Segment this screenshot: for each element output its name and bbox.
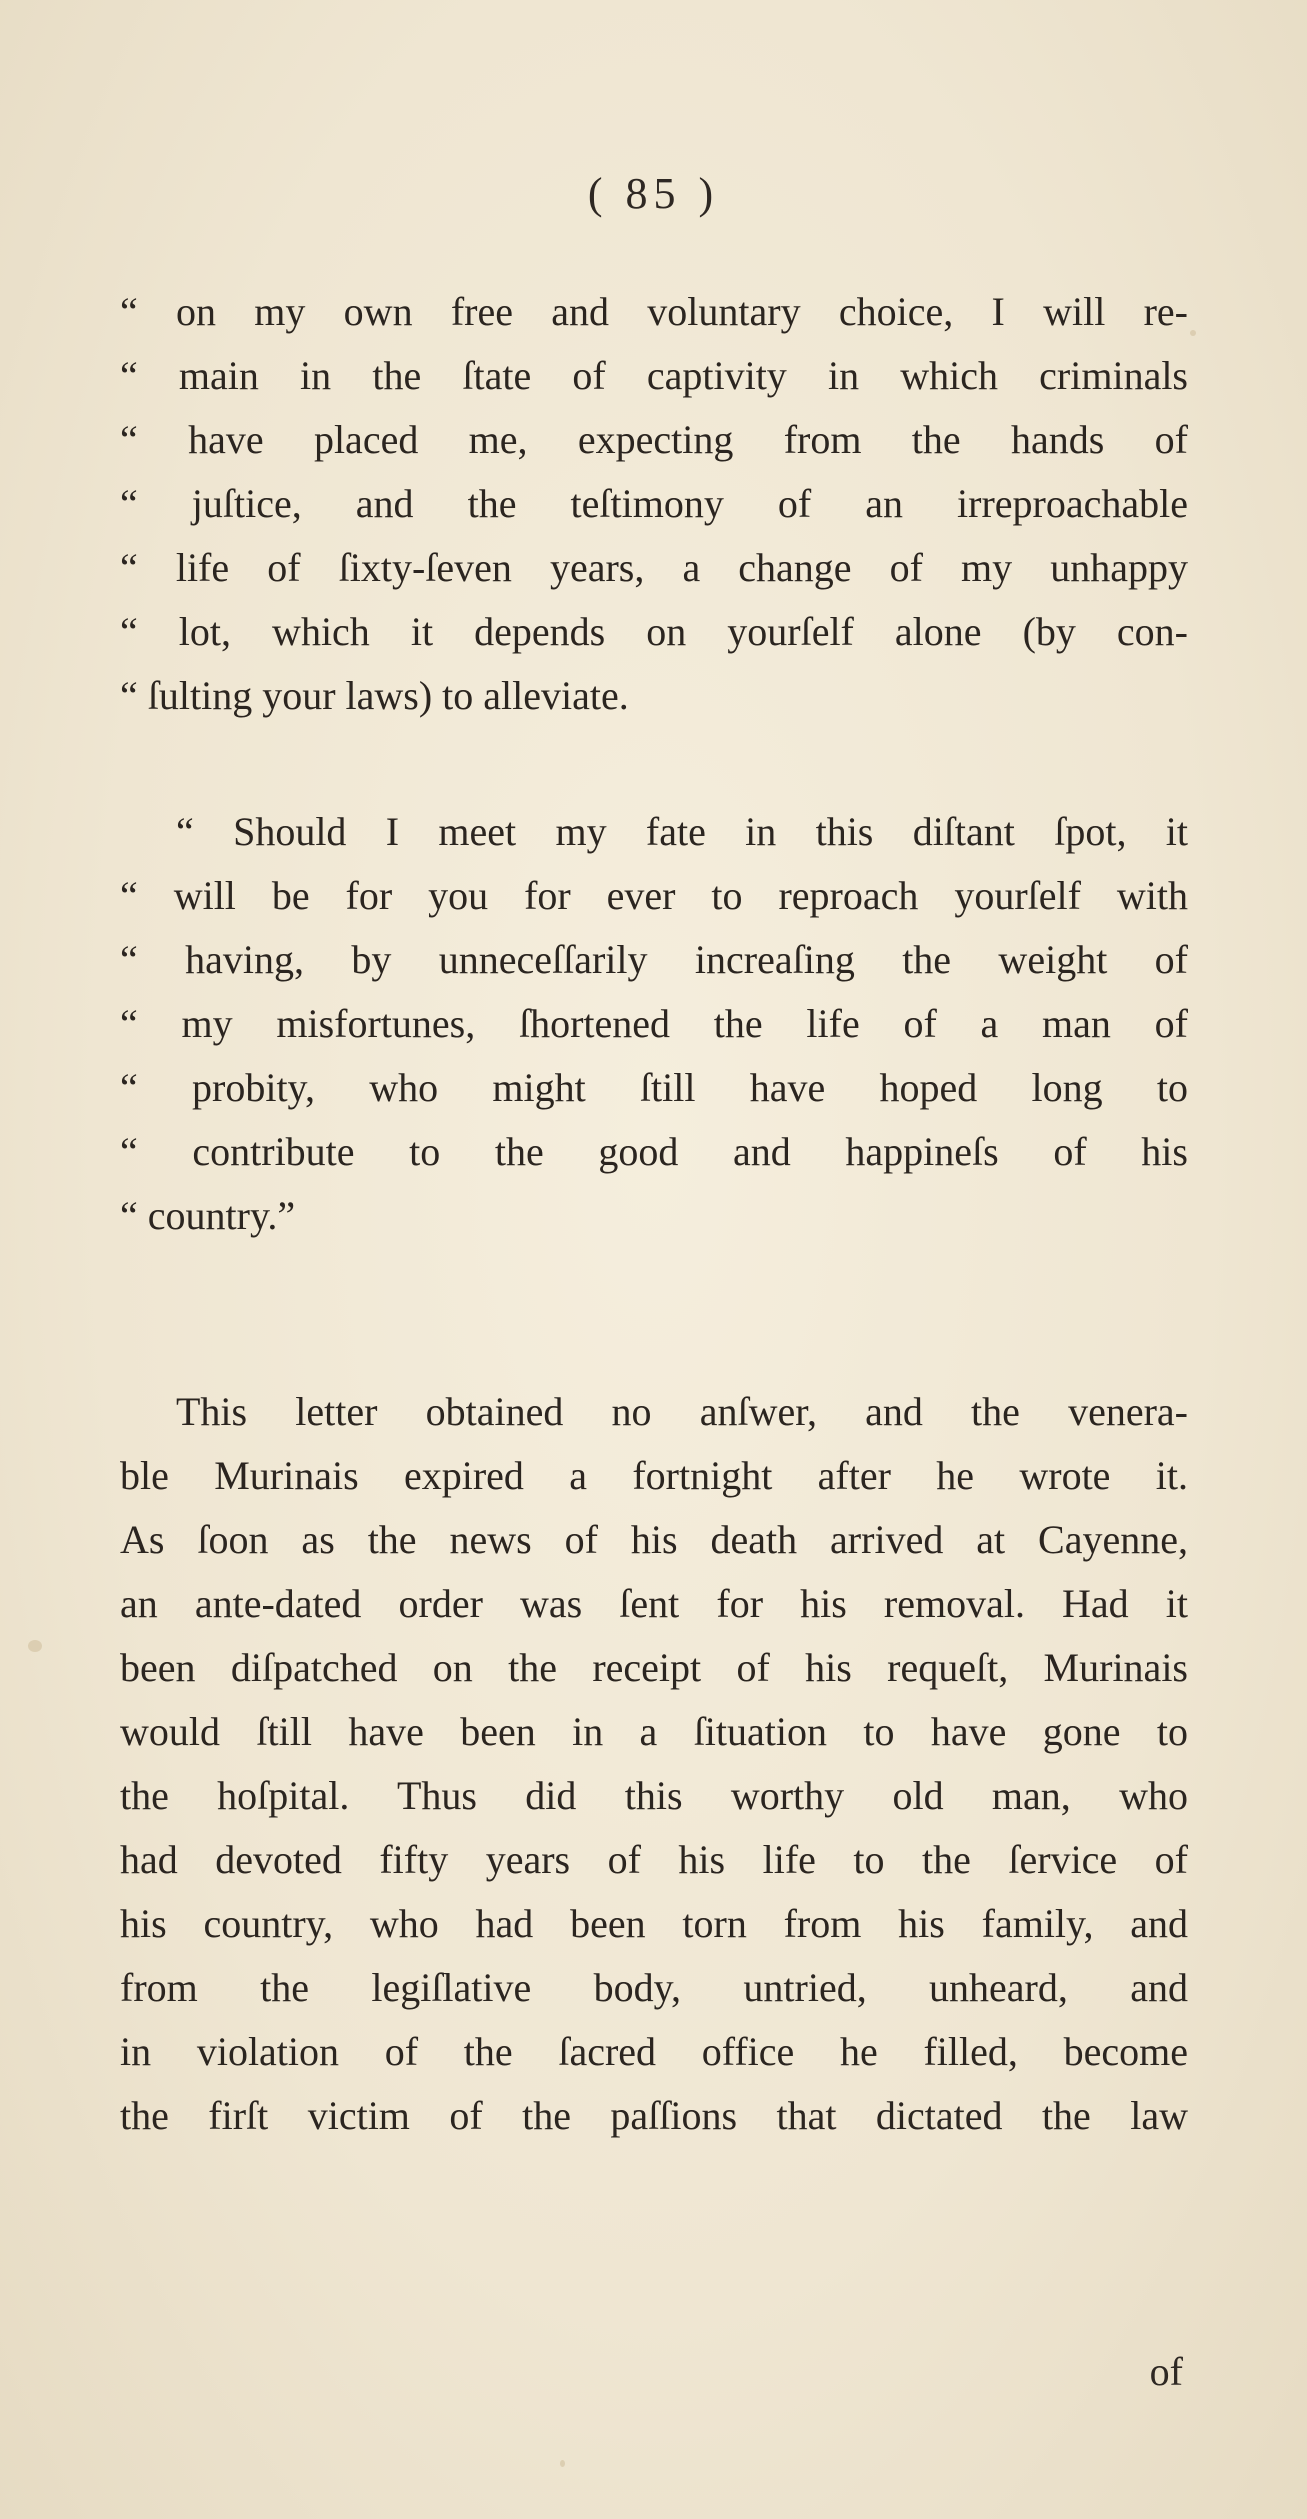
text-line: “ probity, who might ſtill have hoped long to — [120, 1065, 1188, 1110]
text-line: “ country.” — [120, 1193, 296, 1238]
paper-speck — [560, 2460, 565, 2467]
text-line: an ante-dated order was ſent for his removal. Had it — [120, 1581, 1188, 1626]
text-line: would ſtill have been in a ſituation to have gone to — [120, 1709, 1188, 1754]
paragraph-narrative — [120, 1380, 1188, 2148]
text-line: “ will be for you for ever to reproach yourſelf with — [120, 873, 1188, 918]
paragraph-letter-closing — [120, 800, 1188, 1248]
text-line: from the legiſlative body, untried, unheard, and — [120, 1965, 1188, 2010]
text-line: “ contribute to the good and happineſs of his — [120, 1129, 1188, 1174]
text-line: ble Murinais expired a fortnight after he wrote it. — [120, 1453, 1188, 1498]
text-line: “ my misfortunes, ſhortened the life of a man of — [120, 1001, 1188, 1046]
text-line: in violation of the ſacred office he filled, become — [120, 2029, 1188, 2074]
text-line: “ having, by unneceſſarily increaſing the weight of — [120, 937, 1188, 982]
text-line: “ ſulting your laws) to alleviate. — [120, 673, 629, 718]
text-line: This letter obtained no anſwer, and the venera- — [176, 1389, 1188, 1434]
text-line: the firſt victim of the paſſions that dictated the law — [120, 2093, 1188, 2138]
paper-speck — [1190, 330, 1196, 336]
text-line: “ life of ſixty-ſeven years, a change of my unhappy — [120, 545, 1188, 590]
text-line: his country, who had been torn from his family, and — [120, 1901, 1188, 1946]
paragraph-letter-continued — [120, 280, 1188, 728]
text-line: been diſpatched on the receipt of his requeſt, Murinais — [120, 1645, 1188, 1690]
page-number: ( 85 ) — [587, 169, 720, 218]
text-line: “ Should I meet my fate in this diſtant ſpot, it — [176, 809, 1188, 854]
text-line: had devoted fifty years of his life to the ſervice of — [120, 1837, 1188, 1882]
text-line: “ main in the ſtate of captivity in which criminals — [120, 353, 1188, 398]
text-line: “ on my own free and voluntary choice, I will re- — [120, 289, 1188, 334]
catchword: of — [1149, 2349, 1183, 2394]
paper-stain — [28, 1640, 42, 1652]
text-line: the hoſpital. Thus did this worthy old man, who — [120, 1773, 1188, 1818]
text-line: As ſoon as the news of his death arrived at Cayenne, — [120, 1517, 1188, 1562]
text-line: “ lot, which it depends on yourſelf alone (by con- — [120, 609, 1188, 654]
text-line: “ juſtice, and the teſtimony of an irreproachable — [120, 481, 1188, 526]
text-line: “ have placed me, expecting from the hands of — [120, 417, 1188, 462]
